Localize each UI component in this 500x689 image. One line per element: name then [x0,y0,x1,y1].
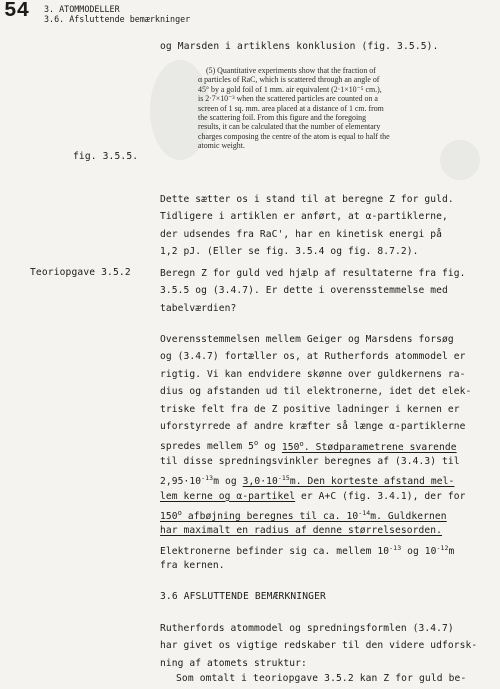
text-span: m [448,545,455,557]
text-line: der udsendes fra RaC', har en kinetisk energi på [160,228,443,240]
quote-line: 45° by a gold foil of 1 mm. air equivalent (2·1×10⁻⁵ cm.), [198,84,382,94]
paragraph-energy [160,191,490,261]
text-span: er A+C (fig. 3.4.1), der for [295,490,466,502]
text-line [160,505,490,522]
text-span: og 10 [401,545,437,557]
text-line: Tidligere i artiklen er anført, at α-partiklerne, [160,211,448,223]
text-span: afbøjning beregnes til ca. 10 [181,511,359,523]
quote-line: the scattering foil. From this figure and the foregoing [198,112,367,122]
degree-sign: o [254,439,259,448]
text-span: m og [213,476,243,488]
text-line: ning af atomets struktur: [160,657,307,669]
intro-line: og Marsden i artiklens konklusion (fig. 3.5.5). [160,41,439,52]
exercise-text [160,265,490,317]
quoted-excerpt [198,66,468,151]
text-line: har maximalt en radius af denne størrelsesorden. [160,525,443,537]
text-line: triske felt fra de Z positive ladninger i kernen er [160,403,460,415]
text-line: rigtig. Vi kan endvidere skønne over guldkernens ra- [160,368,466,380]
quote-line: results, it can be calculated that the number of elementary [198,122,381,132]
text-line: Overensstemmelsen mellem Geiger og Marsdens forsøg [160,334,454,345]
text-line: og (3.4.7) fortæller os, at Rutherfords atommodel er [160,351,466,363]
text-line: fra kernen. [160,560,225,572]
text-span: 2,95·10 [160,476,202,488]
text-span: spredes mellem 5 [160,441,255,453]
quote-line: α particles of RaC, which is scattered through an angle of [198,75,380,85]
text-line: 1,2 pJ. (Eller se fig. 3.5.4 og fig. 8.7.2). [160,246,419,258]
exercise-label: Teoriopgave 3.5.2 [30,267,131,278]
underlined-span [281,439,457,453]
text-line: Dette sætter os i stand til at beregne Z for guld. [160,194,454,205]
quote-line: screen of 1 sq. mm. area placed at a distance of 1 cm. from [198,103,384,113]
text-line: Beregn Z for guld ved hjælp af resultaterne fra fig. [160,268,466,279]
exponent: -14 [358,508,371,517]
section-heading: 3.6 AFSLUTTENDE BEMÆRKNINGER [160,591,326,602]
chapter-title: 3. ATOMMODELLER [44,4,120,14]
quote-line: charges composing the centre of the atom is equal to half the [198,131,390,141]
text-span: . Stødparametrene svarende [303,441,457,453]
quote-line: (5) Quantitative experiments show that the fraction of [206,66,376,75]
page-number: 54 [4,0,30,23]
figure-label: fig. 3.5.5. [73,151,139,162]
text-line [160,435,490,452]
text-span: m. Guldkernen [370,511,447,523]
exponent: -15 [277,474,290,483]
text-line: 3.5.5 og (3.4.7). Er dette i overensstemmelse med [160,285,448,297]
text-line: dius og afstanden ud til elektronerne, idet det elek- [160,386,472,398]
text-span: m. Den korteste afstand mel- [289,476,455,488]
underlined-span [243,476,455,487]
quote-line: is 2·7×10⁻³ when the scattered particles are counted on a [198,94,378,104]
text-line [160,540,490,557]
text-line [160,470,490,487]
exponent: -12 [436,543,449,552]
section-title: 3.6. Afsluttende bemærkninger [44,14,191,24]
text-line: tabelværdien? [160,302,237,314]
text-line: til disse spredningsvinkler beregnes af (3.4.3) til [160,455,460,467]
exponent: -13 [201,474,214,483]
paragraph-continuation: Som omtalt i teoriopgave 3.5.2 kan Z for guld be- [176,673,467,684]
text-span: lem kerne og α-partikel [160,490,296,502]
text-line: uforstyrrede af andre kræfter så længe α-partiklerne [160,420,466,432]
exponent: -13 [389,543,402,552]
text-span: 3,0·10 [242,476,278,488]
text-span: 150 [160,511,178,523]
degree-sign: o [177,508,182,517]
paragraph-closing [160,620,490,672]
text-line: har givet os vigtige redskaber til den videre udforsk- [160,640,478,652]
text-line [160,488,490,505]
text-span: Elektronerne befinder sig ca. mellem 10 [160,545,390,557]
quote-line: atomic weight. [198,141,245,151]
text-span: og [258,441,282,453]
text-line: Rutherfords atommodel og spredningsformlen (3.4.7) [160,623,454,634]
text-span: 150 [281,441,300,453]
degree-sign: o [299,439,304,448]
paragraph-rutherford-model [160,331,490,574]
